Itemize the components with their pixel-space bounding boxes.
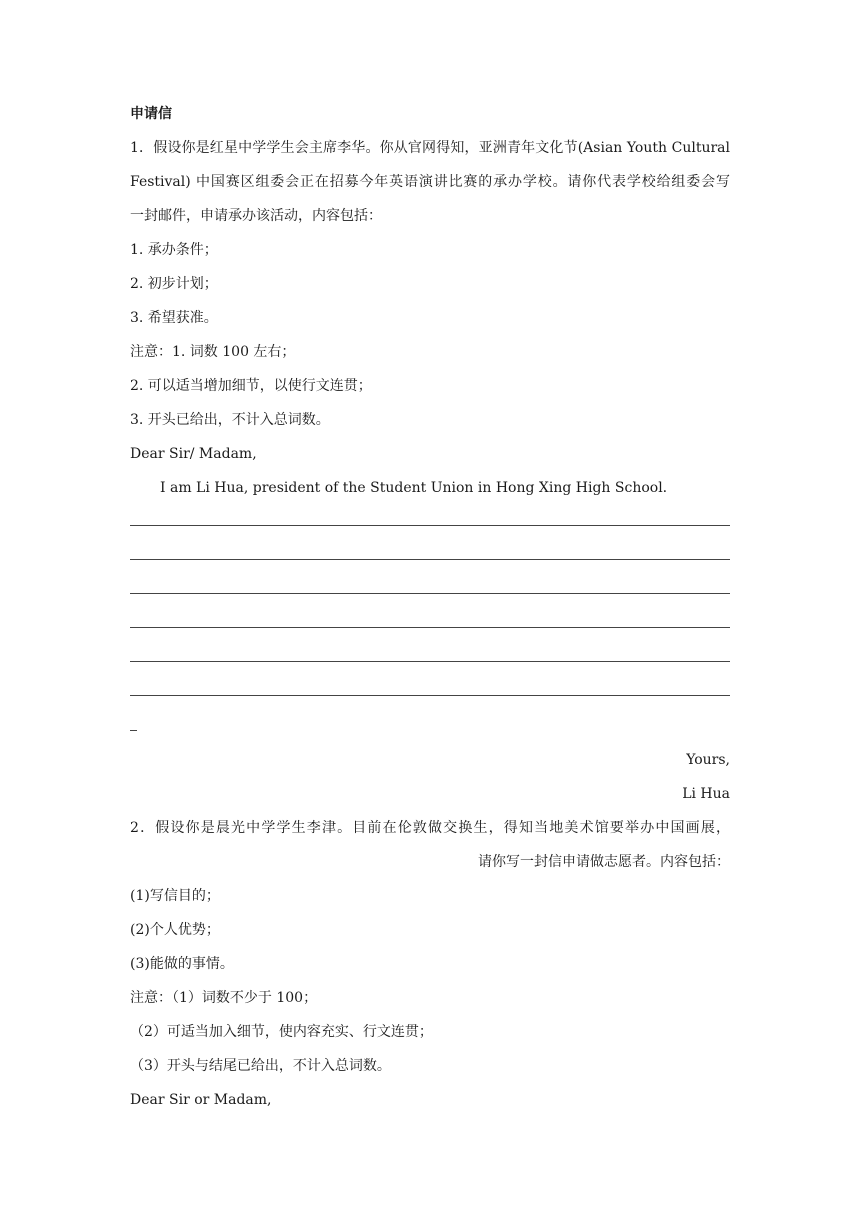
answer-blank-line[interactable] [130,540,730,560]
q1-point-1: 1. 承办条件； [130,242,218,258]
q2-prompt-line-2: 请你写一封信申请做志愿者。内容包括： [478,854,730,870]
q1-note-1: 注意：1. 词数 100 左右； [130,344,296,360]
q1-note-2: 2. 可以适当增加细节，以使行文连贯； [130,378,372,394]
answer-blank-line[interactable] [130,506,730,526]
answer-blank-line[interactable] [130,574,730,594]
answer-blank-tail[interactable] [130,716,730,736]
q2-note-3: （3）开头与结尾已给出，不计入总词数。 [130,1058,391,1074]
q1-prompt-line-2: Festival) 中国赛区组委会正在招募今年英语演讲比赛的承办学校。请你代表学校给组委会写 [130,174,730,190]
q1-point-3: 3. 希望获准。 [130,310,218,326]
q1-point-2: 2. 初步计划； [130,276,218,292]
q1-signature: Li Hua [682,786,730,802]
q1-prompt-line-1: 1．假设你是红星中学学生会主席李华。你从官网得知，亚洲青年文化节(Asian Youth Cultural [130,140,730,156]
document-content [130,104,730,1124]
q1-note-3: 3. 开头已给出，不计入总词数。 [130,412,330,428]
q2-note-2: （2）可适当加入细节，使内容充实、行文连贯； [130,1024,433,1040]
q2-prompt-line-1: 2．假设你是晨光中学学生李津。目前在伦敦做交换生，得知当地美术馆要举办中国画展， [130,820,730,836]
answer-blank-line[interactable] [130,608,730,628]
q2-point-1: (1)写信目的； [130,888,220,904]
q1-prompt-line-3: 一封邮件，申请承办该活动，内容包括： [130,208,382,224]
q2-point-3: (3)能做的事情。 [130,956,234,972]
answer-blank-line[interactable] [130,642,730,662]
answer-blank-line[interactable] [130,676,730,696]
section-title: 申请信 [130,106,172,122]
q1-salutation: Dear Sir/ Madam, [130,446,257,462]
q1-opening-sentence: I am Li Hua, president of the Student Union in Hong Xing High School. [160,480,668,496]
q1-closing: Yours, [686,752,730,768]
q2-salutation: Dear Sir or Madam, [130,1092,272,1108]
q2-point-2: (2)个人优势； [130,922,220,938]
q2-note-1: 注意：（1）词数不少于 100； [130,990,318,1006]
